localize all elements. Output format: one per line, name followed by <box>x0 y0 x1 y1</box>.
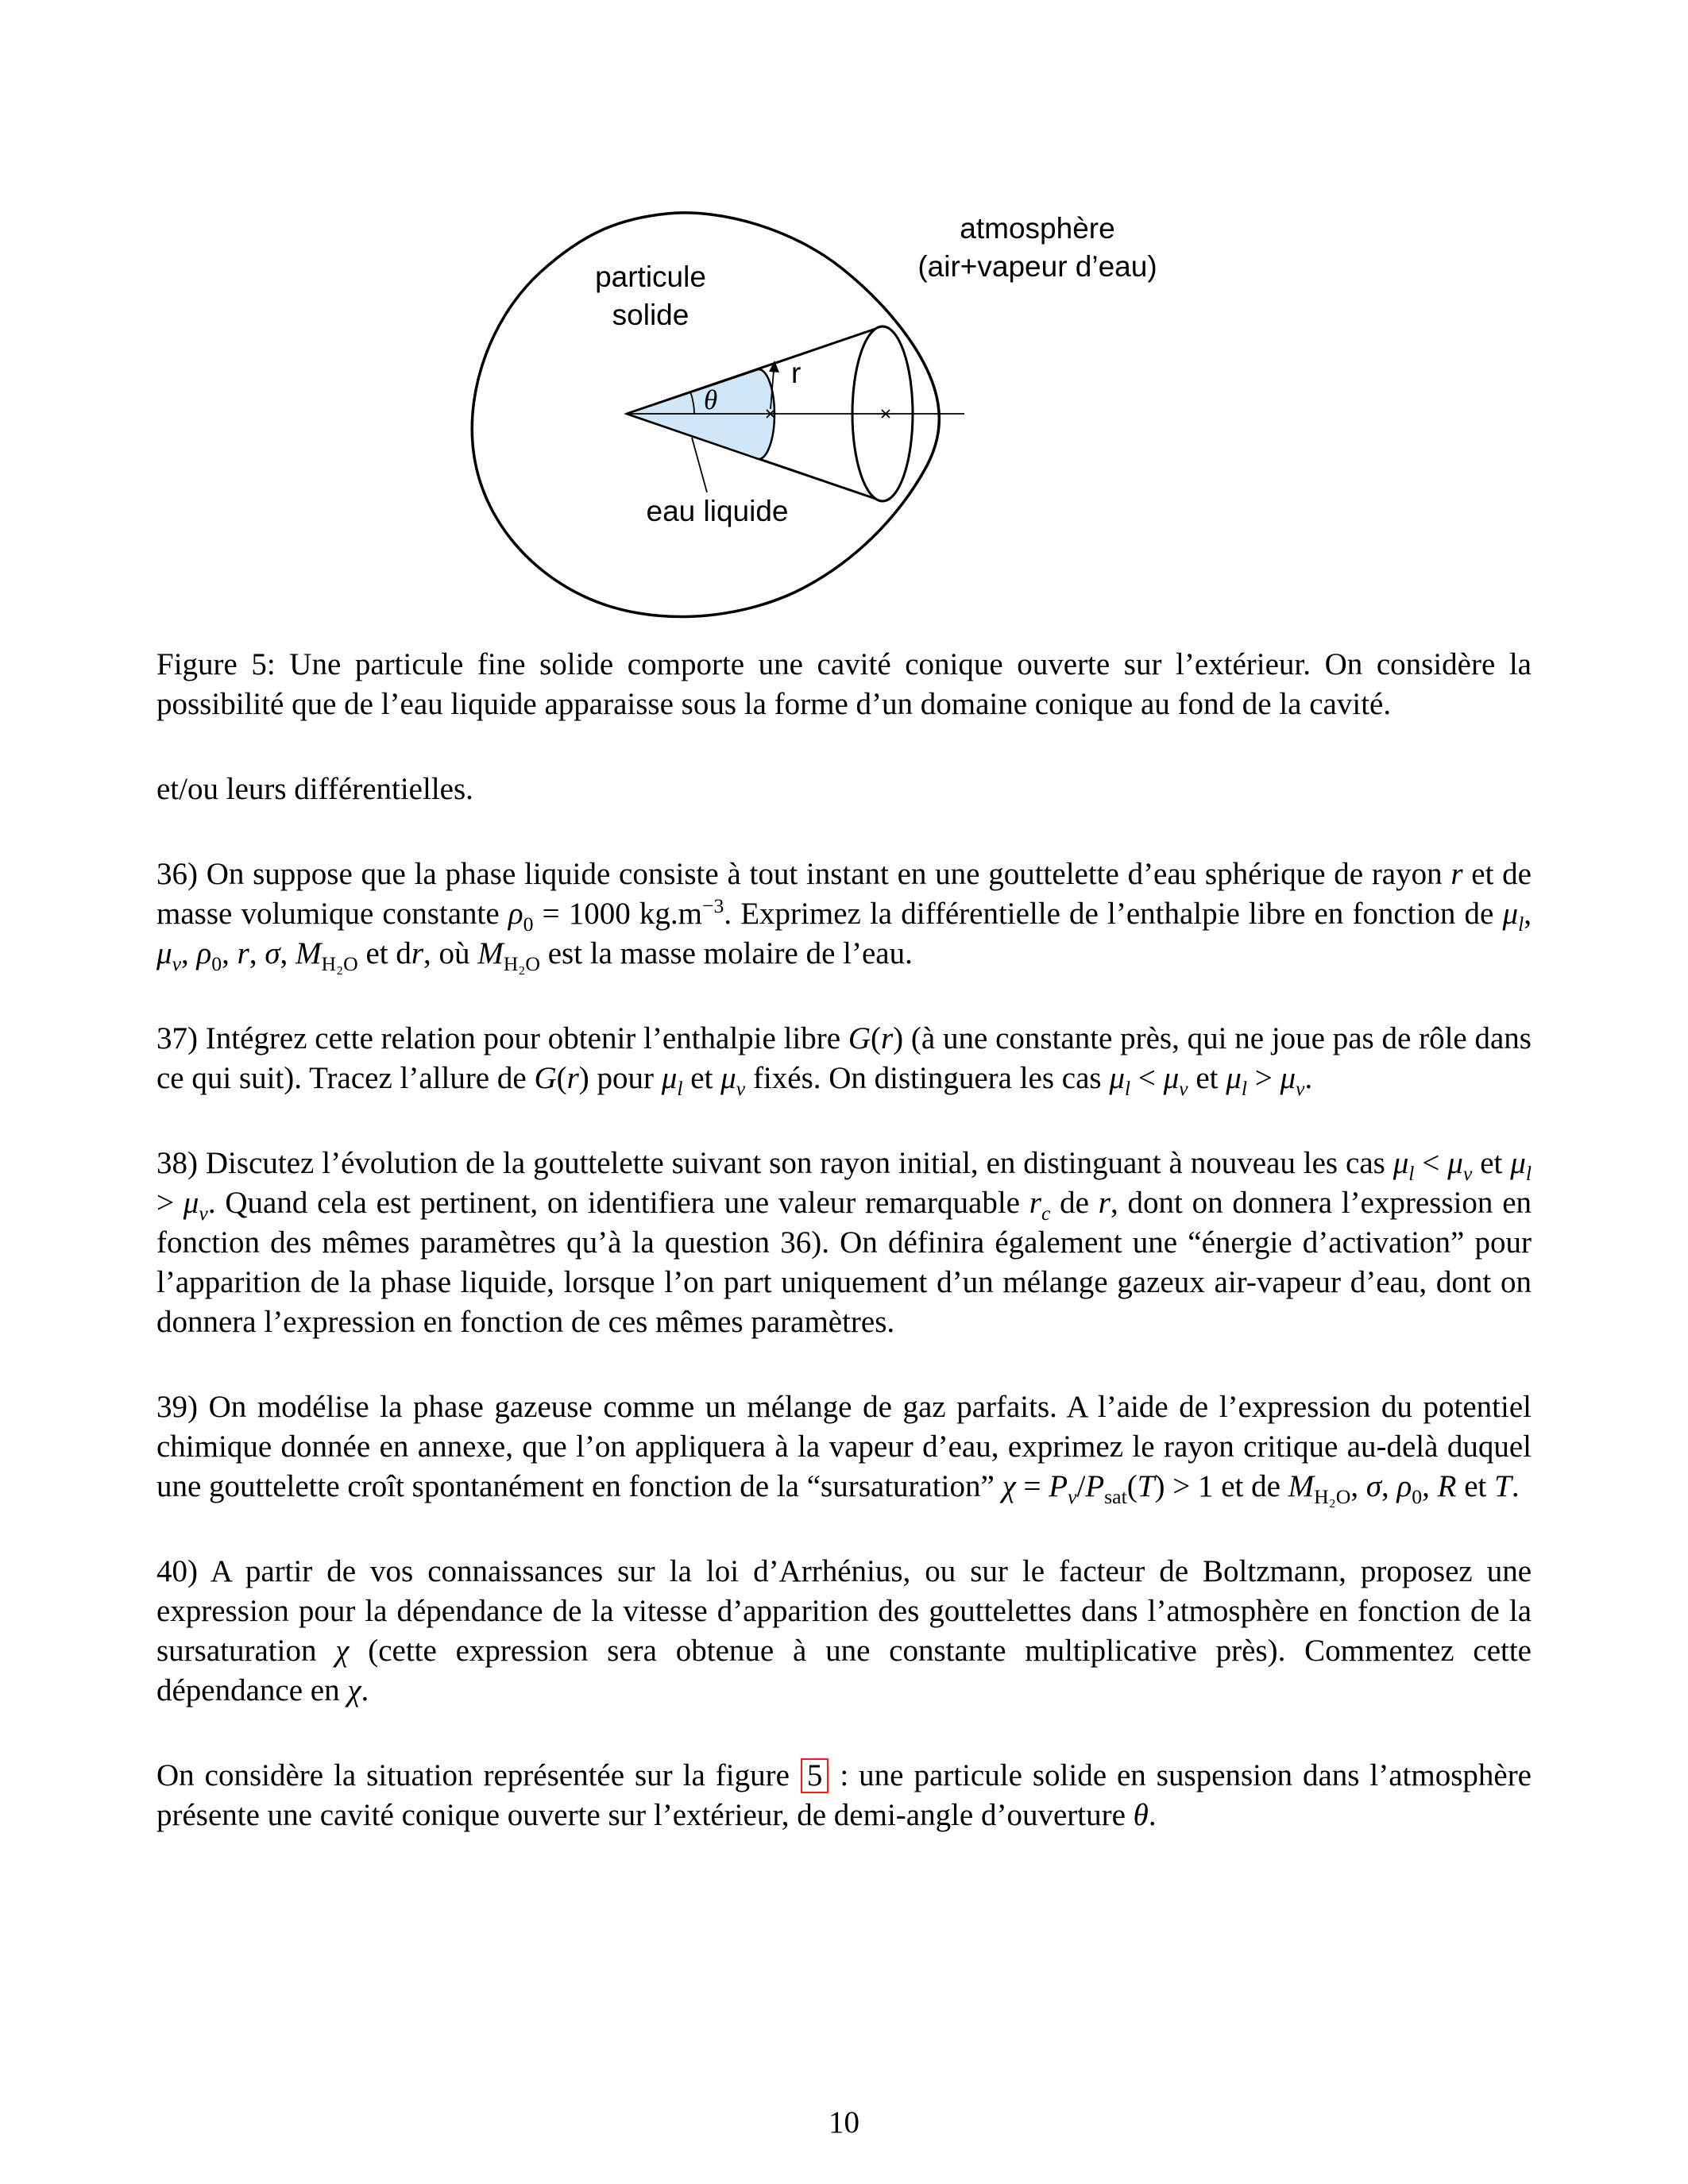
question-37: 37) Intégrez cette relation pour obtenir l’enthalpie libre G(r) (à une constante près, qui ne joue pas de rôle dans ce qui suit). Tracez l’allure de G(r) pour $\mu_l$ et $\mu_v$ fixés. On distinguera les cas $\mu_l < \mu_v$ et $\mu_l > \mu_v$. <box>156 1021 1532 1100</box>
theta-label: θ <box>704 384 718 415</box>
question-36: 36) On suppose que la phase liquide consiste à tout instant en une gouttelette d’eau sphérique de rayon r et de masse volumique constante $\rho_0 = 1000$ $kg.m^{-3}$. Exprimez la différentielle de l’enthalpie libre en fonction de $\mu_l$, $\mu_v$, $\rho_0$, r, σ, $M_{H_2O}$ et dr, où $M_{H_2O}$ est la masse molaire de l’eau. <box>156 857 1532 975</box>
figure-5 <box>156 0 1532 645</box>
radius-label: r <box>791 357 802 389</box>
page-number: 10 <box>829 2105 859 2140</box>
closing-text-before: On considère la situation représentée sur la figure <box>156 1758 800 1792</box>
atmosphere-label-line2: (air+vapeur d’eau) <box>917 250 1157 283</box>
liquid-label: eau liquide <box>646 495 789 527</box>
question-39: 39) On modélise la phase gazeuse comme un mélange de gaz parfaits. A l’aide de l’expression du potentiel chimique donnée en annexe, que l’on appliquera à la vapeur d’eau, exprimez le rayon critique au-delà duquel une gouttelette croît spontanément en fonction de la “sursaturation” $\chi = P_v/P_{sat}(T) > 1$ et de $M_{H_2O}$, σ, $\rho_0$, R et T. <box>156 1390 1532 1508</box>
closing-text-after: : une particule solide en suspension dans l’atmosphère présente une cavité conique ouverte sur l’extérieur, de demi-angle d’ouverture θ. <box>156 1758 1532 1832</box>
question-40: 40) A partir de vos connaissances sur la loi d’Arrhénius, ou sur le facteur de Boltzmann, proposez une expression pour la dépendance de la vitesse d’apparition des gouttelettes dans l’atmosphère en fonction de la sursaturation χ (cette expression sera obtenue à une constante multiplicative près). Commentez cette dépendance en χ. <box>156 1554 1532 1707</box>
particle-label-line2: solide <box>612 299 689 331</box>
figure-5-link[interactable]: 5 <box>801 1758 829 1793</box>
particle-label-line1: particule <box>595 260 706 293</box>
figure-caption: Figure 5: Une particule fine solide comporte une cavité conique ouverte sur l’extérieur. On considère la possibilité que de l’eau liquide apparaisse sous la forme d’un domaine conique au fond de la cavité. <box>156 647 1532 721</box>
paragraph-closing <box>156 1756 1532 1835</box>
paragraph-intro: et/ou leurs différentielles. <box>156 772 473 806</box>
figure-5-drawing <box>453 197 1335 642</box>
question-38: 38) Discutez l’évolution de la gouttelette suivant son rayon initial, en distinguant à nouveau les cas $\mu_l < \mu_v$ et $\mu_l > \mu_v$. Quand cela est pertinent, on identifiera une valeur remarquable $r_c$ de r, dont on donnera l’expression en fonction des mêmes paramètres qu’à la question 36). On définira également une “énergie d’activation” pour l’apparition de la phase liquide, lorsque l’on part uniquement d’un mélange gazeux air-vapeur d’eau, dont on donnera l’expression en fonction de ces mêmes paramètres. <box>156 1146 1532 1339</box>
atmosphere-label-line1: atmosphère <box>960 212 1115 245</box>
